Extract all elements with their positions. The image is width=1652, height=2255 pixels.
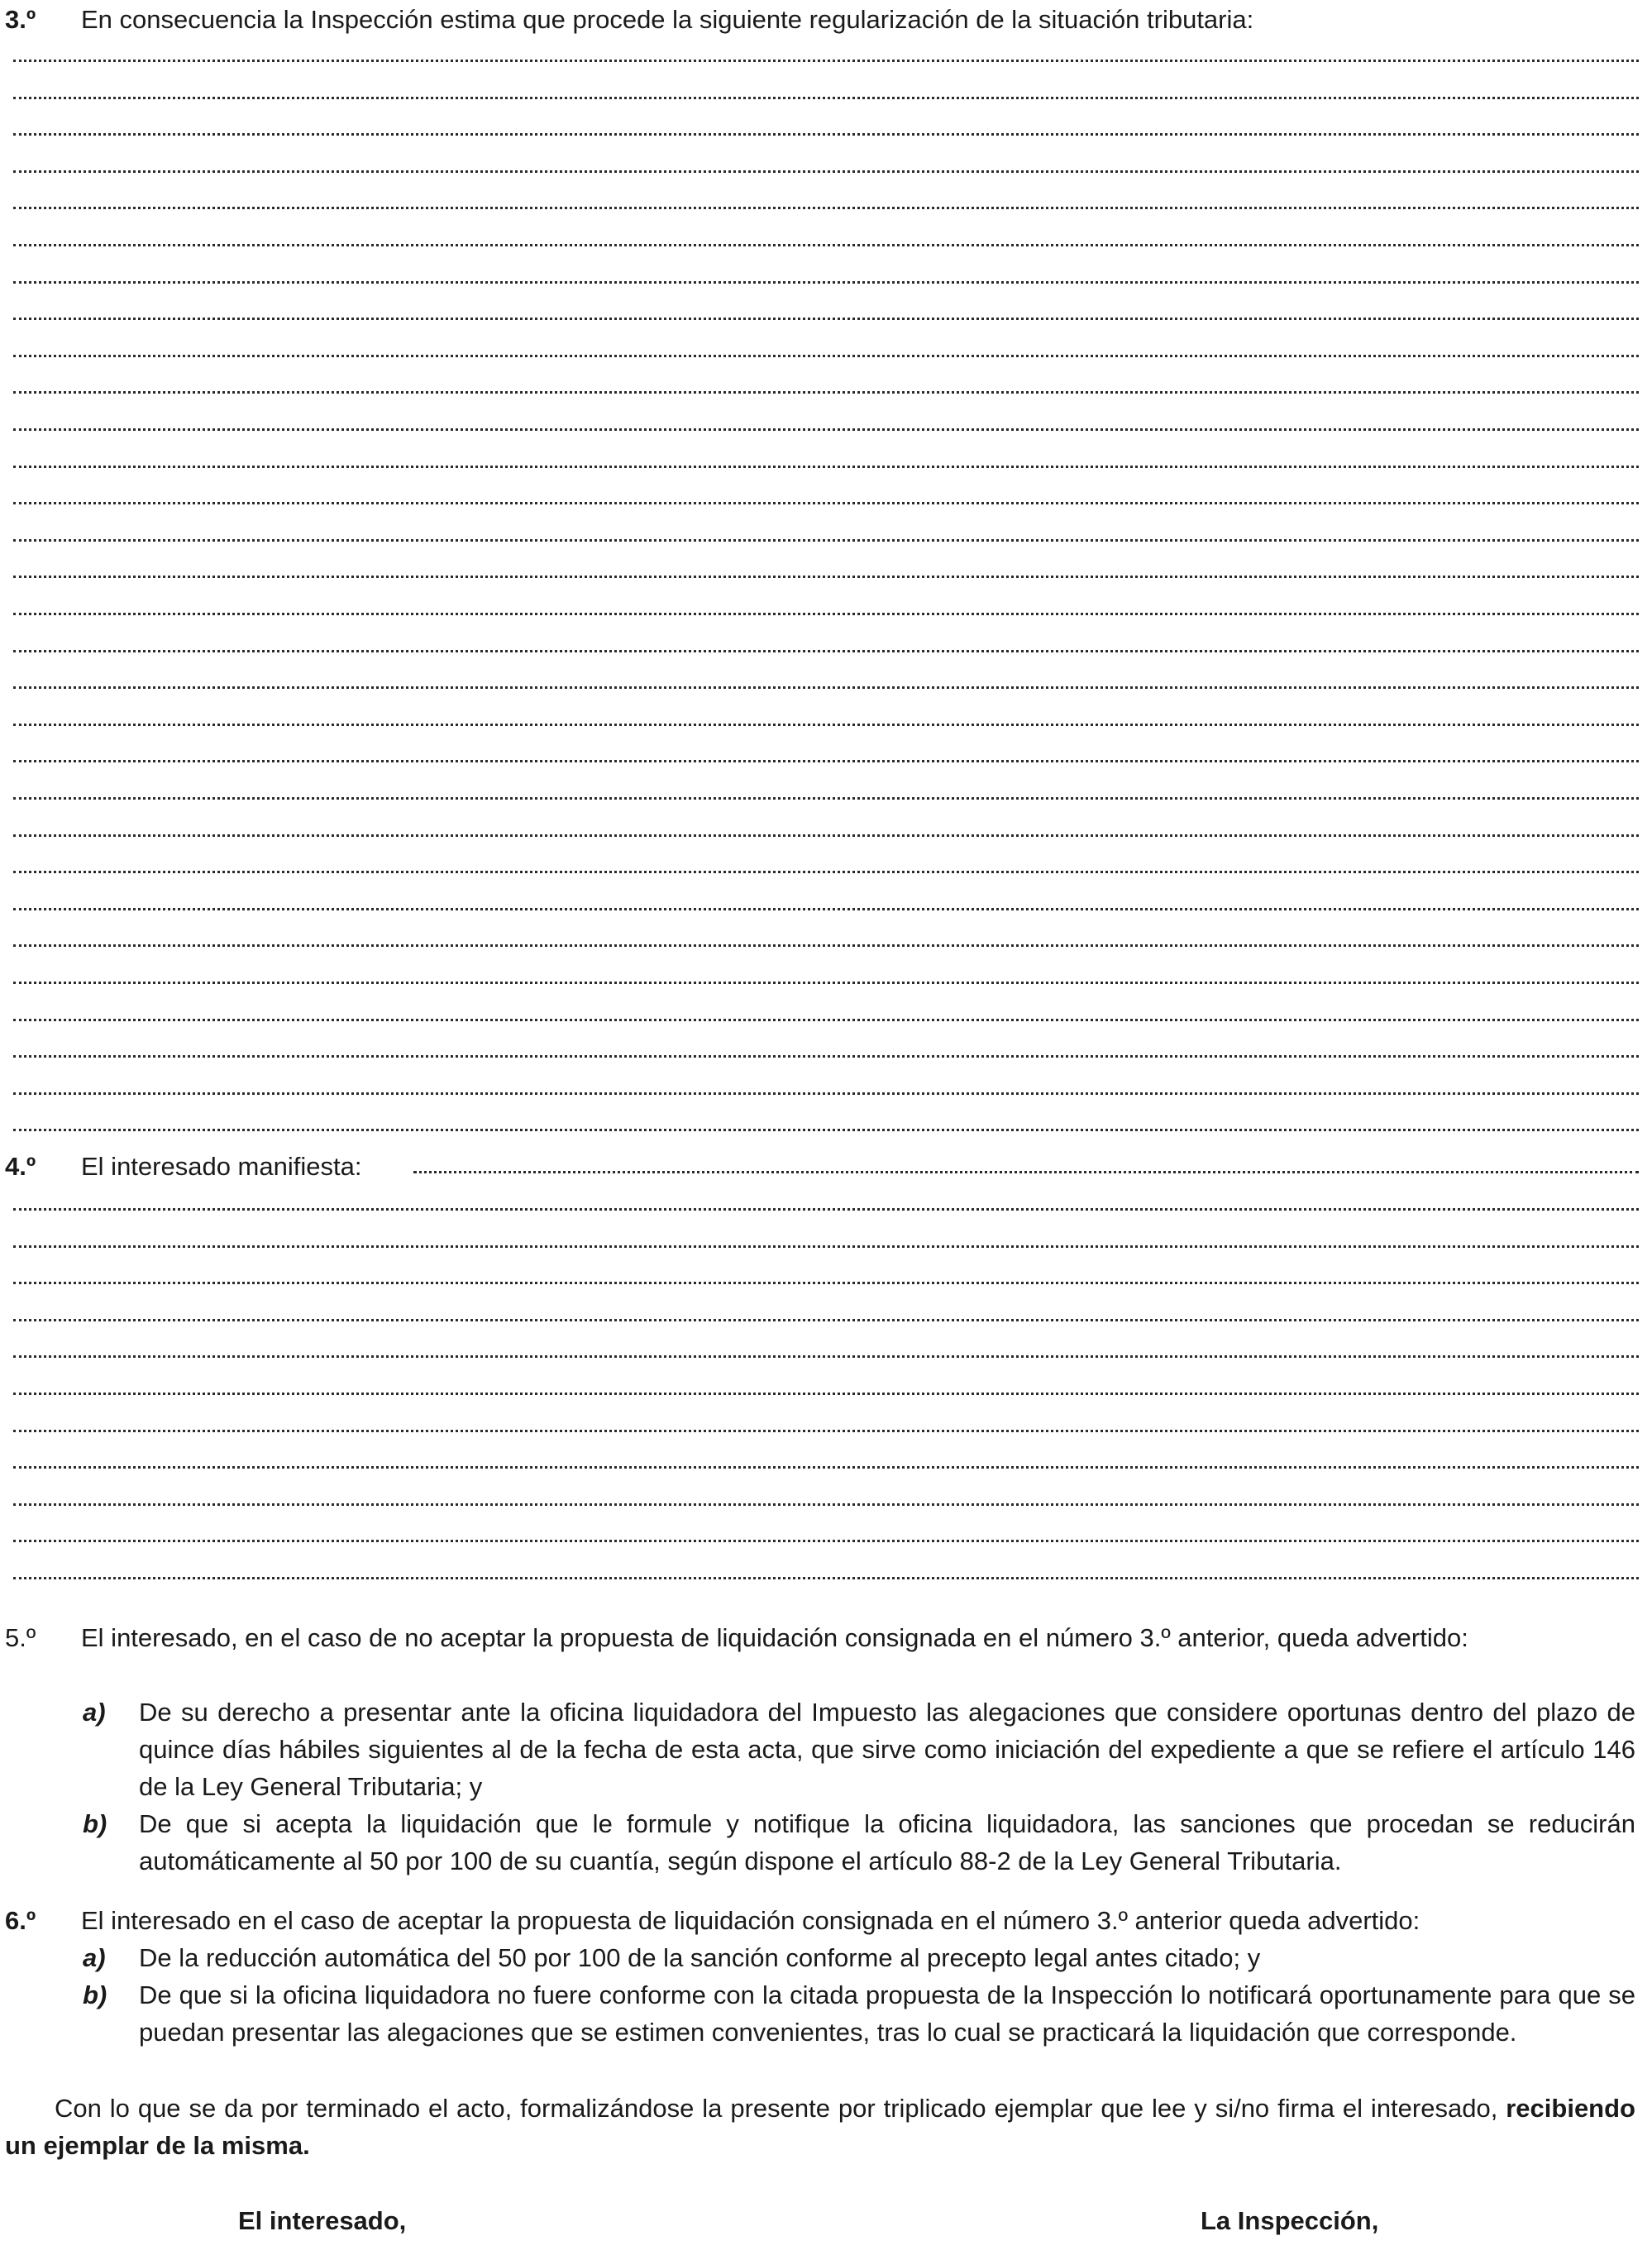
section-6-item-a: De la reducción automática del 50 por 100 de la sanción conforme al precepto legal antes citado; y	[139, 1943, 1261, 1972]
writing-line	[13, 834, 1639, 837]
section-3-heading	[5, 5, 1253, 35]
writing-line	[13, 1129, 1639, 1131]
writing-line	[13, 760, 1639, 762]
closing-paragraph	[5, 2090, 1635, 2164]
section-5-item-b-marker: b)	[83, 1809, 107, 1838]
writing-line	[13, 908, 1639, 910]
writing-line	[13, 207, 1639, 209]
closing-text-start: Con lo que se da por terminado el acto, formalizándose la presente por triplicado ejemplar que lee y si/no firma el interesado,	[55, 2094, 1506, 2123]
section-6-item-b: De que si la oficina liquidadora no fuere conforme con la citada propuesta de la Inspección lo notificará oportunamente para que se puedan presentar las alegaciones que se estimen convenientes, tras lo cual se practicará la liquidación que corresponde.	[139, 1980, 1635, 2047]
writing-line	[13, 944, 1639, 947]
section-6-intro	[5, 1902, 1635, 1939]
section-5-item-b: De que si acepta la liquidación que le formule y notifique la oficina liquidadora, las sanciones que procedan se reducirán automáticamente al 50 por 100 de su cuantía, según dispone el artículo 88-2 de la Ley General Tributaria.	[139, 1809, 1635, 1875]
writing-line	[13, 170, 1639, 173]
writing-line	[13, 60, 1639, 62]
writing-line	[13, 502, 1639, 504]
writing-line	[13, 576, 1639, 578]
section-4-heading	[5, 1152, 361, 1182]
writing-line	[13, 982, 1639, 984]
closing-text-end: recibiendo un ejemplar de la misma.	[5, 2094, 1635, 2160]
writing-line	[13, 871, 1639, 873]
writing-line	[13, 391, 1639, 394]
writing-line	[13, 686, 1639, 689]
signature-interesado: El interesado,	[238, 2206, 407, 2235]
writing-line	[13, 539, 1639, 542]
section-6-intro-text: El interesado en el caso de aceptar la propuesta de liquidación consignada en el número 3.º anterior queda advertido:	[81, 1906, 1420, 1935]
writing-line	[13, 428, 1639, 431]
writing-line	[13, 650, 1639, 652]
section-6-item-a-marker: a)	[83, 1943, 106, 1972]
section-4-text: El interesado manifiesta:	[81, 1152, 362, 1181]
writing-line	[13, 1466, 1639, 1469]
section-5-number: 5.º	[5, 1623, 36, 1652]
writing-line	[13, 1092, 1639, 1095]
writing-line	[13, 1355, 1639, 1358]
section-6-item-b-marker: b)	[83, 1980, 107, 2009]
section-4-number: 4.º	[5, 1152, 36, 1181]
writing-line	[13, 318, 1639, 320]
writing-line	[13, 797, 1639, 800]
section-3-number: 3.º	[5, 5, 36, 34]
writing-line	[13, 1019, 1639, 1021]
writing-line	[13, 1577, 1639, 1579]
writing-line	[13, 1055, 1639, 1058]
section-5-intro-text: El interesado, en el caso de no aceptar la propuesta de liquidación consignada en el número 3.º anterior, queda advertido:	[81, 1623, 1468, 1652]
signature-inspeccion: La Inspección,	[1201, 2206, 1379, 2235]
section-5-intro	[5, 1619, 1635, 1656]
section-5-item-a-marker: a)	[83, 1698, 106, 1727]
writing-line	[13, 1430, 1639, 1432]
writing-line	[13, 613, 1639, 615]
writing-line	[13, 1503, 1639, 1506]
writing-line	[13, 244, 1639, 246]
writing-line	[13, 97, 1639, 99]
writing-line	[13, 133, 1639, 136]
writing-line	[13, 1282, 1639, 1284]
writing-line	[13, 281, 1639, 284]
writing-line	[13, 1393, 1639, 1395]
writing-line	[13, 1208, 1639, 1211]
writing-line	[13, 1319, 1639, 1321]
section-5-item-a: De su derecho a presentar ante la oficina liquidadora del Impuesto las alegaciones que considere oportunas dentro del plazo de quince días hábiles siguientes al de la fecha de esta acta, que sirve como iniciación del expediente a que se refiere el artículo 146 de la Ley General Tributaria; y	[139, 1698, 1635, 1801]
writing-line	[13, 1245, 1639, 1248]
section-3-text: En consecuencia la Inspección estima que procede la siguiente regularización de la situación tributaria:	[81, 5, 1254, 34]
writing-line	[13, 355, 1639, 357]
writing-line	[13, 724, 1639, 726]
section-6-number: 6.º	[5, 1906, 36, 1935]
writing-line	[13, 466, 1639, 468]
writing-line	[13, 1540, 1639, 1542]
section-4-first-line	[413, 1171, 1639, 1173]
